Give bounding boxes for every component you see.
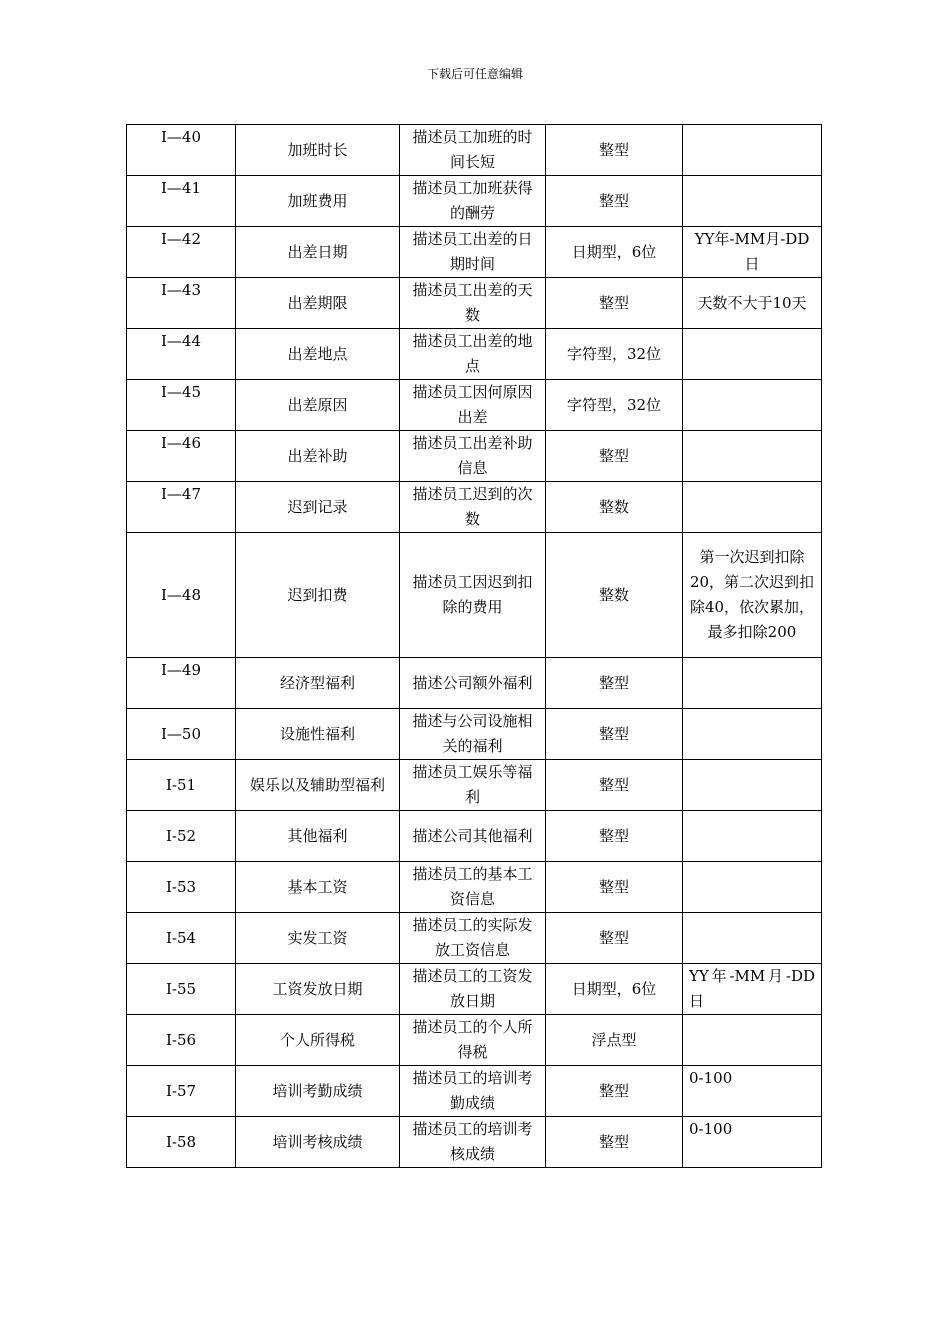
cell-note: 0-100: [683, 1117, 822, 1168]
cell-description: 描述员工的工资发放日期: [400, 964, 546, 1015]
table-row: [127, 482, 822, 533]
cell-id: I—41: [127, 176, 236, 227]
cell-id: I—46: [127, 431, 236, 482]
cell-note: [683, 658, 822, 709]
cell-note: 第一次迟到扣除20，第二次迟到扣除40，依次累加，最多扣除200: [683, 533, 822, 658]
cell-id: I—47: [127, 482, 236, 533]
cell-type: 整型: [546, 709, 683, 760]
cell-id: I—49: [127, 658, 236, 709]
cell-name: 加班时长: [236, 125, 400, 176]
cell-note: [683, 380, 822, 431]
cell-id: I-52: [127, 811, 236, 862]
cell-type: 整型: [546, 658, 683, 709]
cell-id: I-57: [127, 1066, 236, 1117]
table-row: [127, 1066, 822, 1117]
cell-id: I-53: [127, 862, 236, 913]
cell-type: 日期型，6位: [546, 227, 683, 278]
cell-name: 培训考核成绩: [236, 1117, 400, 1168]
cell-description: 描述员工的培训考勤成绩: [400, 1066, 546, 1117]
cell-id: I-56: [127, 1015, 236, 1066]
cell-id: I—48: [127, 533, 236, 658]
table-row: [127, 811, 822, 862]
cell-name: 个人所得税: [236, 1015, 400, 1066]
cell-note: [683, 329, 822, 380]
cell-type: 日期型，6位: [546, 964, 683, 1015]
cell-type: 整型: [546, 760, 683, 811]
cell-type: 整型: [546, 176, 683, 227]
cell-note: [683, 1015, 822, 1066]
table-row: [127, 1015, 822, 1066]
cell-id: I-51: [127, 760, 236, 811]
cell-note: [683, 760, 822, 811]
table-row: [127, 658, 822, 709]
cell-description: 描述员工出差的日期时间: [400, 227, 546, 278]
cell-name: 出差补助: [236, 431, 400, 482]
cell-type: 整型: [546, 913, 683, 964]
cell-type: 整数: [546, 533, 683, 658]
cell-note: 天数不大于10天: [683, 278, 822, 329]
cell-note: [683, 811, 822, 862]
cell-id: I—44: [127, 329, 236, 380]
table-row: [127, 1117, 822, 1168]
cell-description: 描述公司额外福利: [400, 658, 546, 709]
cell-id: I—45: [127, 380, 236, 431]
cell-description: 描述员工的基本工资信息: [400, 862, 546, 913]
cell-name: 迟到扣费: [236, 533, 400, 658]
cell-description: 描述员工出差的天数: [400, 278, 546, 329]
cell-description: 描述员工因何原因出差: [400, 380, 546, 431]
table-row: [127, 227, 822, 278]
cell-description: 描述员工出差的地点: [400, 329, 546, 380]
cell-type: 整型: [546, 278, 683, 329]
cell-note: YY年-MM月-DD日: [683, 964, 822, 1015]
cell-note: [683, 176, 822, 227]
cell-description: 描述员工加班的时间长短: [400, 125, 546, 176]
data-dictionary-table: [126, 124, 822, 1168]
cell-name: 出差地点: [236, 329, 400, 380]
table-row: [127, 964, 822, 1015]
table-row: [127, 913, 822, 964]
cell-name: 出差原因: [236, 380, 400, 431]
cell-name: 娱乐以及辅助型福利: [236, 760, 400, 811]
cell-description: 描述公司其他福利: [400, 811, 546, 862]
cell-type: 字符型，32位: [546, 329, 683, 380]
cell-name: 迟到记录: [236, 482, 400, 533]
cell-description: 描述员工的实际发放工资信息: [400, 913, 546, 964]
cell-description: 描述员工加班获得的酬劳: [400, 176, 546, 227]
cell-note: [683, 125, 822, 176]
cell-name: 设施性福利: [236, 709, 400, 760]
cell-name: 工资发放日期: [236, 964, 400, 1015]
cell-id: I—40: [127, 125, 236, 176]
cell-note: [683, 482, 822, 533]
cell-type: 整数: [546, 482, 683, 533]
cell-note: [683, 862, 822, 913]
cell-name: 出差日期: [236, 227, 400, 278]
table-row: [127, 278, 822, 329]
cell-type: 整型: [546, 125, 683, 176]
table-row: [127, 329, 822, 380]
table-row: [127, 380, 822, 431]
cell-description: 描述员工娱乐等福利: [400, 760, 546, 811]
cell-id: I—43: [127, 278, 236, 329]
cell-type: 字符型，32位: [546, 380, 683, 431]
cell-name: 实发工资: [236, 913, 400, 964]
cell-name: 经济型福利: [236, 658, 400, 709]
cell-name: 培训考勤成绩: [236, 1066, 400, 1117]
cell-type: 整型: [546, 1117, 683, 1168]
table-row: [127, 709, 822, 760]
cell-id: I-58: [127, 1117, 236, 1168]
cell-description: 描述员工出差补助信息: [400, 431, 546, 482]
table-row: [127, 125, 822, 176]
cell-note: YY年-MM月-DD日: [683, 227, 822, 278]
cell-name: 基本工资: [236, 862, 400, 913]
cell-note: [683, 913, 822, 964]
page-header: 下载后可任意编辑: [426, 67, 523, 81]
cell-note: 0-100: [683, 1066, 822, 1117]
cell-description: 描述员工迟到的次数: [400, 482, 546, 533]
cell-type: 整型: [546, 862, 683, 913]
cell-note: [683, 709, 822, 760]
cell-id: I—42: [127, 227, 236, 278]
table-row: [127, 862, 822, 913]
cell-type: 浮点型: [546, 1015, 683, 1066]
cell-name: 加班费用: [236, 176, 400, 227]
cell-description: 描述员工的培训考核成绩: [400, 1117, 546, 1168]
cell-name: 出差期限: [236, 278, 400, 329]
cell-type: 整型: [546, 1066, 683, 1117]
cell-id: I-54: [127, 913, 236, 964]
cell-type: 整型: [546, 811, 683, 862]
cell-id: I—50: [127, 709, 236, 760]
cell-note: [683, 431, 822, 482]
cell-id: I-55: [127, 964, 236, 1015]
cell-description: 描述员工的个人所得税: [400, 1015, 546, 1066]
table-row: [127, 176, 822, 227]
cell-type: 整型: [546, 431, 683, 482]
table-row: [127, 431, 822, 482]
cell-description: 描述员工因迟到扣除的费用: [400, 533, 546, 658]
cell-description: 描述与公司设施相关的福利: [400, 709, 546, 760]
table-row: [127, 533, 822, 658]
cell-name: 其他福利: [236, 811, 400, 862]
table-row: [127, 760, 822, 811]
